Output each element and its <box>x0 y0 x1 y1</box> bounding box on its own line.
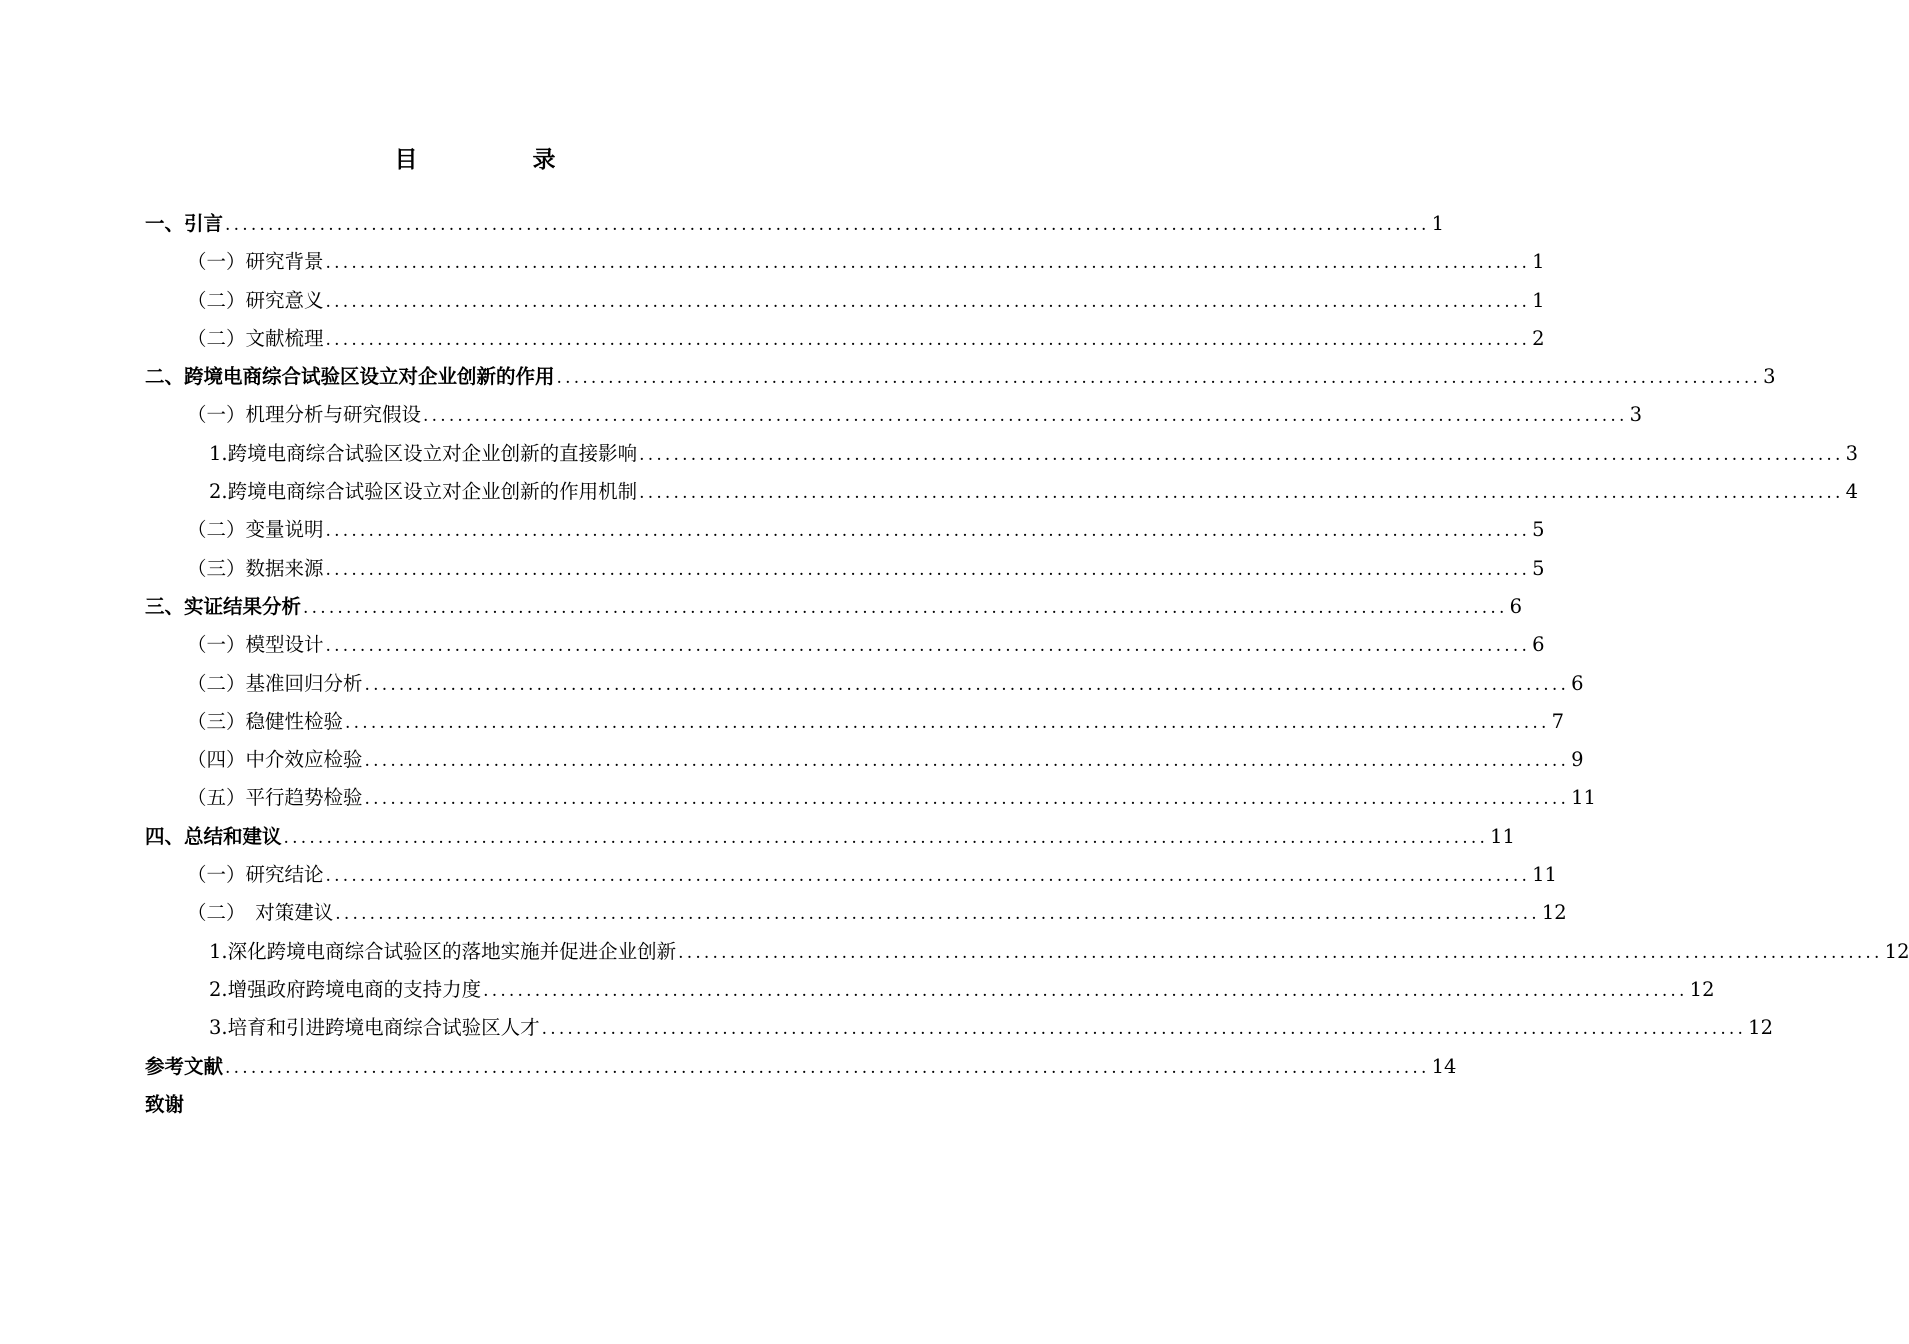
toc-entry-label: （四）中介效应检验 <box>187 748 363 772</box>
toc-entry-label: 三、实证结果分析 <box>145 594 302 618</box>
toc-entry-label: （一）研究结论 <box>187 863 324 887</box>
toc-dot-leader: ............................................................................................................................................ <box>225 1057 1430 1078</box>
toc-entry[interactable] <box>145 358 1776 396</box>
toc-page-number: 2 <box>1532 326 1545 350</box>
toc-page-number: 6 <box>1532 633 1545 657</box>
toc-entry-label: （一）研究背景 <box>187 250 324 274</box>
toc-dot-leader: ............................................................................................................................................ <box>364 789 1570 810</box>
toc-page-number: 12 <box>1748 1016 1773 1040</box>
toc-page-number: 1 <box>1431 212 1444 235</box>
toc-dot-leader: ............................................................................................................................................ <box>639 444 1844 465</box>
toc-entry[interactable] <box>145 1086 806 1124</box>
table-of-contents <box>145 205 1909 1124</box>
toc-dot-leader: ............................................................................................................................................ <box>325 521 1531 542</box>
toc-page-number: 9 <box>1571 748 1584 772</box>
toc-page-number: 11 <box>1571 786 1596 810</box>
toc-entry-label: 致谢 <box>145 1092 185 1116</box>
page-title: 目 录 <box>394 147 602 173</box>
toc-page-number: 5 <box>1532 518 1545 542</box>
toc-entry[interactable] <box>145 779 1596 817</box>
toc-dot-leader: ............................................................................................................................................ <box>325 559 1531 580</box>
toc-entry-label: （二）变量说明 <box>187 518 324 542</box>
toc-entry[interactable] <box>145 473 1859 511</box>
toc-entry[interactable] <box>145 894 1567 932</box>
toc-page-number: 1 <box>1532 288 1545 312</box>
toc-dot-leader: ............................................................................................................................................ <box>483 980 1688 1001</box>
toc-page-number: 3 <box>1845 441 1859 465</box>
toc-entry-label: （一）模型设计 <box>187 633 324 657</box>
toc-entry[interactable] <box>145 1009 1773 1047</box>
toc-entry[interactable] <box>145 243 1545 281</box>
toc-entry-label: 1.跨境电商综合试验区设立对企业创新的直接影响 <box>209 441 638 465</box>
toc-dot-leader: ............................................................................................................................................ <box>639 483 1844 504</box>
toc-page-number: 3 <box>1763 365 1776 389</box>
toc-entry[interactable] <box>145 205 1444 243</box>
toc-entry-label: （二）基准回归分析 <box>187 671 363 695</box>
toc-entry[interactable] <box>145 856 1557 894</box>
toc-dot-leader: ............................................................................................................................................ <box>325 866 1531 887</box>
toc-page-number: 4 <box>1845 480 1859 504</box>
toc-page-number: 5 <box>1532 556 1545 580</box>
toc-dot-leader: ............................................................................................................................................ <box>345 712 1550 733</box>
toc-entry-label: （二） 对策建议 <box>187 901 334 925</box>
toc-dot-leader: ............................................................................................................................................ <box>325 636 1531 657</box>
toc-entry[interactable] <box>145 741 1584 779</box>
toc-entry-label: 参考文献 <box>145 1054 224 1078</box>
toc-entry[interactable] <box>145 588 1522 626</box>
toc-dot-leader: ............................................................................................................................................ <box>678 942 1883 963</box>
toc-dot-leader: ............................................................................................................................................ <box>364 674 1570 695</box>
toc-dot-leader: ............................................................................................................................................ <box>325 329 1531 350</box>
toc-entry[interactable] <box>145 511 1545 549</box>
toc-entry[interactable] <box>145 550 1545 588</box>
toc-dot-leader: ............................................................................................................................................ <box>325 253 1531 274</box>
toc-entry-label: 3.培育和引进跨境电商综合试验区人才 <box>209 1016 540 1040</box>
toc-dot-leader: ............................................................................................................................................ <box>423 406 1628 427</box>
toc-dot-leader: ............................................................................................................................................ <box>541 1019 1747 1040</box>
toc-page-number: 1 <box>1532 250 1545 274</box>
toc-entry[interactable] <box>145 971 1715 1009</box>
toc-page-number: 12 <box>1884 939 1909 963</box>
toc-entry[interactable] <box>145 282 1545 320</box>
toc-entry[interactable] <box>145 320 1545 358</box>
toc-entry-label: （三）稳健性检验 <box>187 709 344 733</box>
toc-page-number: 11 <box>1532 863 1557 887</box>
toc-page-number: 11 <box>1490 824 1515 848</box>
toc-page-number: 6 <box>1509 594 1522 618</box>
toc-entry-label: （五）平行趋势检验 <box>187 786 363 810</box>
toc-entry[interactable] <box>145 1048 1457 1086</box>
toc-entry-label: （三）数据来源 <box>187 556 324 580</box>
toc-entry[interactable] <box>145 396 1642 434</box>
toc-page-number: 12 <box>1689 977 1715 1001</box>
toc-dot-leader: ............................................................................................................................................ <box>225 215 1430 235</box>
toc-dot-leader: ............................................................................................................................................ <box>303 597 1508 618</box>
toc-entry-label: （二）研究意义 <box>187 288 324 312</box>
toc-entry[interactable] <box>145 626 1545 664</box>
toc-entry-label: 2.跨境电商综合试验区设立对企业创新的作用机制 <box>209 480 638 504</box>
toc-entry-label: 2.增强政府跨境电商的支持力度 <box>209 977 482 1001</box>
toc-dot-leader: ............................................................................................................................................ <box>335 904 1540 925</box>
toc-dot-leader: ............................................................................................................................................ <box>283 827 1489 848</box>
toc-page-number: 3 <box>1629 403 1642 427</box>
toc-entry[interactable] <box>145 435 1859 473</box>
toc-page-number: 6 <box>1571 671 1584 695</box>
toc-entry-label: （二）文献梳理 <box>187 326 324 350</box>
toc-dot-leader: ............................................................................................................................................ <box>556 368 1762 389</box>
toc-entry[interactable] <box>145 665 1584 703</box>
toc-entry-label: 二、跨境电商综合试验区设立对企业创新的作用 <box>145 365 555 389</box>
toc-entry[interactable] <box>145 703 1564 741</box>
toc-entry-label: 一、引言 <box>145 212 224 235</box>
toc-entry-label: 1.深化跨境电商综合试验区的落地实施并促进企业创新 <box>209 939 677 963</box>
toc-entry[interactable] <box>145 818 1515 856</box>
toc-dot-leader: ............................................................................................................................................ <box>325 291 1531 312</box>
toc-page-number: 14 <box>1431 1054 1457 1078</box>
toc-page-number: 7 <box>1551 709 1564 733</box>
toc-page-number: 12 <box>1541 901 1567 925</box>
toc-entry-label: （一）机理分析与研究假设 <box>187 403 422 427</box>
toc-dot-leader: ............................................................................................................................................ <box>364 751 1570 772</box>
toc-entry-label: 四、总结和建议 <box>145 824 282 848</box>
toc-entry[interactable] <box>145 933 1909 971</box>
